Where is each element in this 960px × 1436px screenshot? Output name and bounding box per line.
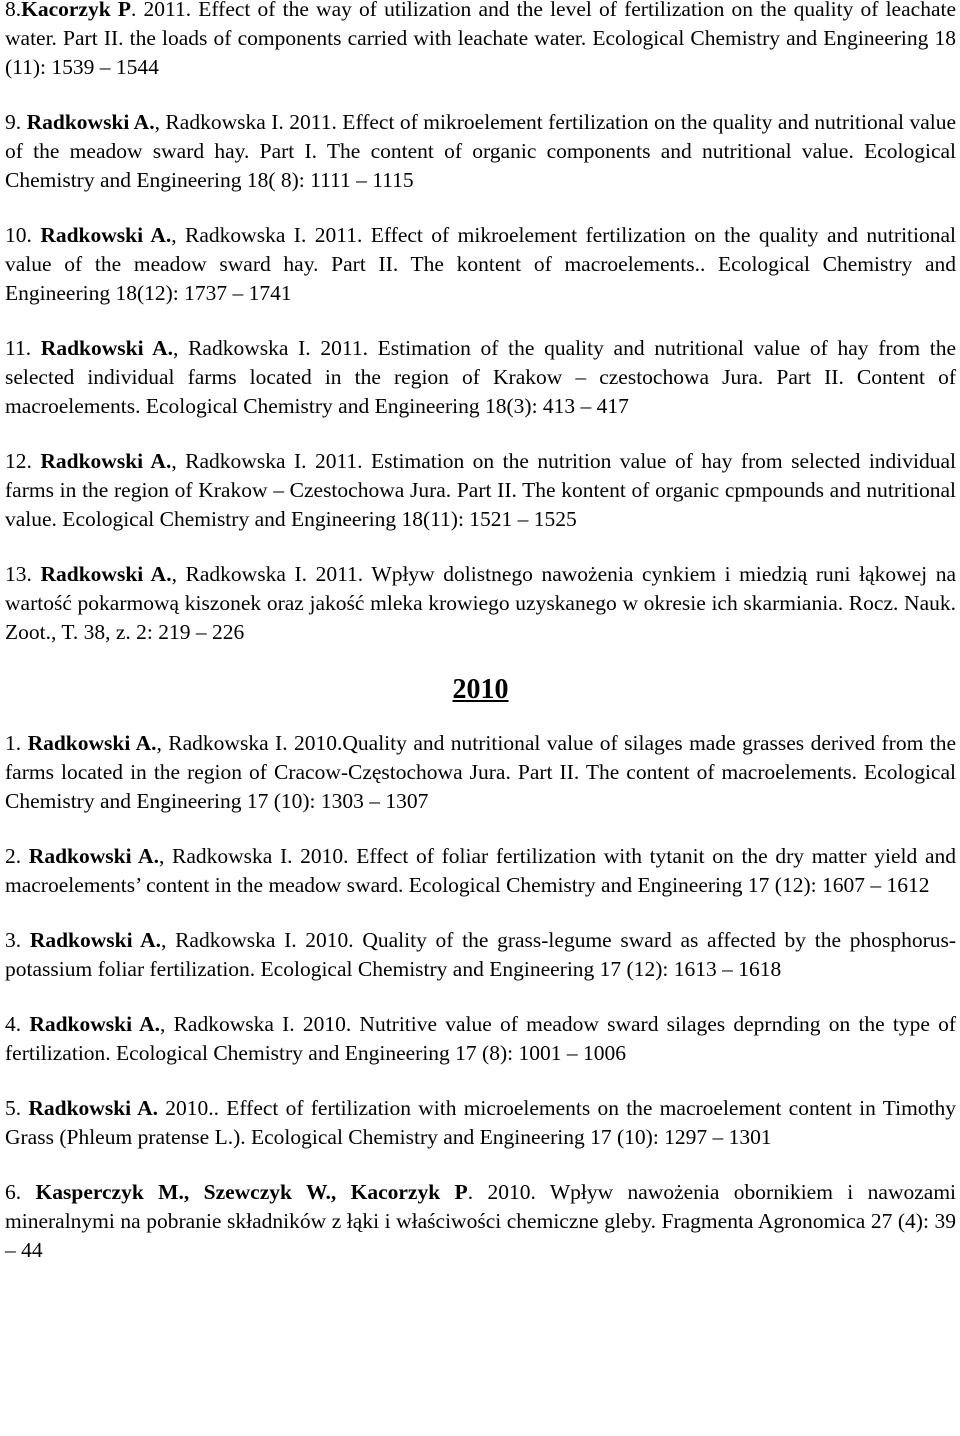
reference-entry-10	[5, 221, 956, 308]
entry-authors-bold: Radkowski A.	[26, 110, 155, 134]
entry-authors-rest: , Radkowska I. 2011.	[171, 223, 363, 247]
entry-text: Effect of fertilization with microelements on the macroelement content in Timothy Grass (Phleum pratense L.). Ecological Chemistry and Engineering 17 (10): 1297 – 1301	[5, 1096, 957, 1149]
entry-authors-rest: , Radkowska I. 2011.	[154, 110, 337, 134]
entry-text: Wpływ nawożenia obornikiem i nawozami mineralnymi na pobranie składników z łąki i właściwości chemiczne gleby. Fragmenta Agronomica 27 (4): 39 – 44	[5, 1180, 957, 1262]
entry-number: 6.	[5, 1180, 36, 1204]
entry-authors-bold: Radkowski A.	[28, 1096, 159, 1120]
reference-entry-12	[5, 447, 956, 534]
entry-authors-bold: Kasperczyk M., Szewczyk W., Kacorzyk P	[35, 1180, 468, 1204]
entry-authors-rest: , Radkowska I. 2010.	[158, 844, 349, 868]
entry-authors-rest: . 2011.	[130, 0, 192, 21]
entry-authors-rest: , Radkowska I. 2011.	[171, 562, 364, 586]
reference-entry-2010-4	[5, 1010, 956, 1068]
reference-entry-2010-5	[5, 1094, 956, 1152]
entry-authors-bold: Radkowski A.	[29, 928, 161, 952]
entry-text: Effect of the way of utilization and the level of fertilization on the quality of leachate water. Part II. the loads of components carried with leachate water. Ecological Chemistry and Engineering 18 (11): 1539 – 1544	[5, 0, 956, 79]
entry-authors-bold: Radkowski A.	[40, 449, 172, 473]
entry-number: 3.	[5, 928, 30, 952]
reference-entry-11	[5, 334, 956, 421]
entry-text: Effect of mikroelement fertilization on the quality and nutritional value of the meadow sward hay. Part I. The content of organic components and nutritional value. Ecological Chemistry and Engineering 18( 8): 1111 – 1115	[5, 110, 957, 192]
entry-text: Effect of mikroelement fertilization on the quality and nutritional value of the meadow sward hay. Part II. The kontent of macroelements.. Ecological Chemistry and Engineering 18(12): 1737 – 1741	[5, 223, 957, 305]
entry-authors-bold: Kacorzyk P	[21, 0, 131, 21]
reference-entry-2010-3	[5, 926, 956, 984]
entry-number: 8.	[5, 0, 22, 21]
entry-number: 1.	[5, 731, 28, 755]
entry-number: 13.	[5, 562, 41, 586]
entry-authors-rest: , Radkowska I. 2010.	[160, 1012, 352, 1036]
entry-number: 9.	[5, 110, 27, 134]
entry-authors-bold: Radkowski A.	[40, 223, 172, 247]
entry-authors-rest: , Radkowska I. 2011.	[171, 449, 363, 473]
entry-authors-bold: Radkowski A.	[27, 731, 157, 755]
reference-entry-8	[5, 0, 956, 82]
entry-text: Estimation on the nutrition value of hay from selected individual farms in the region of Krakow – Czestochowa Jura. Part II. The kontent of organic cpmpounds and nutritional value. Ecological Chemistry and Engineering 18(11): 1521 – 1525	[5, 449, 957, 531]
entry-text: Wpływ dolistnego nawożenia cynkiem i miedzią runi łąkowej na wartość pokarmową kiszonek oraz jakość mleka krowiego uzyskanego w okresie ich skarmiania. Rocz. Nauk. Zoot., T. 38, z. 2: 219 – 226	[5, 562, 957, 644]
reference-entry-13	[5, 560, 956, 647]
entry-authors-rest: , Radkowska I. 2011.	[173, 336, 368, 360]
reference-entry-9	[5, 108, 956, 195]
entry-text: Quality of the grass-legume sward as affected by the phosphorus-potassium foliar fertilization. Ecological Chemistry and Engineering 17 (12): 1613 – 1618	[5, 928, 957, 981]
entry-authors-rest: 2010..	[158, 1096, 220, 1120]
entry-authors-bold: Radkowski A.	[40, 336, 173, 360]
entry-number: 11.	[5, 336, 41, 360]
entry-authors-bold: Radkowski A.	[29, 1012, 161, 1036]
entry-authors-rest: , Radkowska I. 2010.	[156, 731, 343, 755]
entry-authors-bold: Radkowski A.	[28, 844, 159, 868]
entry-number: 10.	[5, 223, 41, 247]
entry-authors-rest: . 2010.	[467, 1180, 536, 1204]
entry-text: Estimation of the quality and nutritional value of hay from the selected individual farms located in the region of Krakow – czestochowa Jura. Part II. Content of macroelements. Ecological Chemistry and Engineering 18(3): 413 – 417	[5, 336, 957, 418]
publication-list	[5, 0, 956, 1291]
reference-entry-2010-2	[5, 842, 956, 900]
entry-number: 5.	[5, 1096, 29, 1120]
entry-text: Effect of foliar fertilization with tytanit on the dry matter yield and macroelements’ content in the meadow sward. Ecological Chemistry and Engineering 17 (12): 1607 – 1612	[5, 844, 956, 897]
entry-number: 2.	[5, 844, 29, 868]
entry-number: 12.	[5, 449, 41, 473]
entry-text: Nutritive value of meadow sward silages deprnding on the type of fertilization. Ecological Chemistry and Engineering 17 (8): 1001 – 1006	[5, 1012, 957, 1065]
entry-number: 4.	[5, 1012, 30, 1036]
entry-authors-rest: , Radkowska I. 2010.	[161, 928, 354, 952]
entry-authors-bold: Radkowski A.	[40, 562, 172, 586]
year-heading: 2010	[452, 674, 509, 705]
reference-entry-2010-6	[5, 1178, 956, 1265]
entry-text: Quality and nutritional value of silages made grasses derived from the farms located in the region of Cracow-Częstochowa Jura. Part II. The content of macroelements. Ecological Chemistry and Engineering 17 (10): 1303 – 1307	[5, 731, 956, 813]
reference-entry-2010-1	[5, 729, 956, 816]
